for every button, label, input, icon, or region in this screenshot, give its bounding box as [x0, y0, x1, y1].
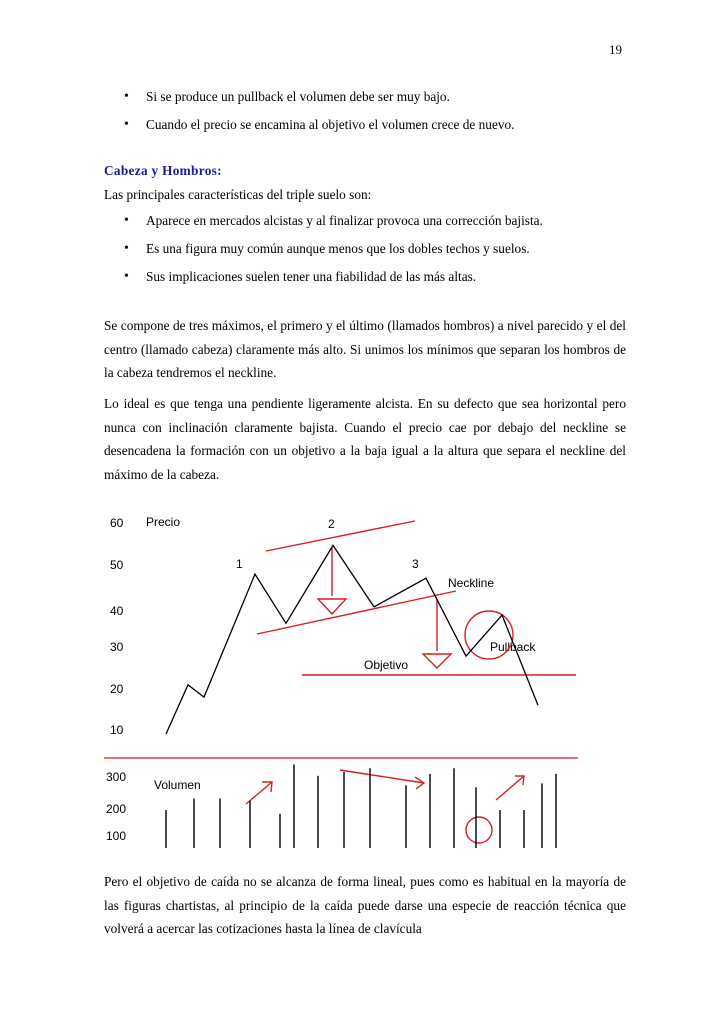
peak-2-label: 2: [328, 517, 335, 531]
paragraph-2: Lo ideal es que tenga una pendiente ligeramente alcista. En su defecto que sea horizontal pero nunca con inclinación claramente bajista. Cuando el precio cae por debajo del neckline se desencadena la formación con un objetivo a la baja igual a la altura que separa el neckline del máximo de la cabeza.: [104, 396, 626, 482]
precio-label: Precio: [146, 515, 181, 529]
y-tick-label: 10: [110, 723, 124, 737]
list-item: • Sus implicaciones suelen tener una fiabilidad de las más altas.: [104, 268, 624, 296]
volume-tick-label: 100: [106, 829, 127, 843]
pullback-circle: [465, 611, 513, 659]
upper-channel-line: [266, 521, 415, 551]
pullback-label: Pullback: [490, 640, 536, 654]
list-item: • Es una figura muy común aunque menos que los dobles techos y suelos.: [104, 240, 624, 268]
volume-arrow: [340, 770, 424, 783]
volume-pullback-circle: [466, 817, 492, 843]
list-item: • Si se produce un pullback el volumen debe ser muy bajo.: [104, 88, 624, 116]
volume-tick-label: 200: [106, 802, 127, 816]
y-tick-label: 20: [110, 682, 124, 696]
volumen-label: Volumen: [154, 778, 201, 792]
volume-tick-label: 300: [106, 770, 127, 784]
bullet-list-section: [104, 212, 624, 296]
peak-1-label: 1: [236, 557, 243, 571]
objetivo-label: Objetivo: [364, 658, 409, 672]
list-item: • Aparece en mercados alcistas y al finalizar provoca una corrección bajista.: [104, 212, 624, 240]
bullet-list-top: [104, 88, 624, 144]
head-target-arrow: [318, 599, 346, 614]
paragraph-1: Se compone de tres máximos, el primero y el último (llamados hombros) a nivel parecido y el del centro (llamado cabeza) claramente más alto. Si unimos los mínimos que separan los hombros de la cabeza tendremos el neckline.: [104, 318, 626, 381]
neckline-label: Neckline: [448, 576, 495, 590]
y-tick-label: 60: [110, 516, 124, 530]
y-tick-label: 30: [110, 640, 124, 654]
price-series-line: [166, 545, 538, 734]
volume-arrow: [496, 776, 524, 800]
intro-text: Las principales características del triple suelo son:: [104, 187, 372, 202]
objetivo-target-arrow: [423, 654, 451, 668]
page-number: 19: [609, 42, 622, 57]
neckline: [257, 591, 456, 634]
section-title: Cabeza y Hombros:: [104, 163, 222, 178]
y-tick-label: 40: [110, 604, 124, 618]
head-and-shoulders-chart: [104, 508, 584, 854]
peak-3-label: 3: [412, 557, 419, 571]
list-item: • Cuando el precio se encamina al objetivo el volumen crece de nuevo.: [104, 116, 624, 144]
y-tick-label: 50: [110, 558, 124, 572]
paragraph-3: Pero el objetivo de caída no se alcanza de forma lineal, pues como es habitual en la mayoría de las figuras chartistas, al principio de la caída puede darse una especie de reacción técnica que volverá a acercar las cotizaciones hasta la línea de clavícula: [104, 874, 626, 937]
